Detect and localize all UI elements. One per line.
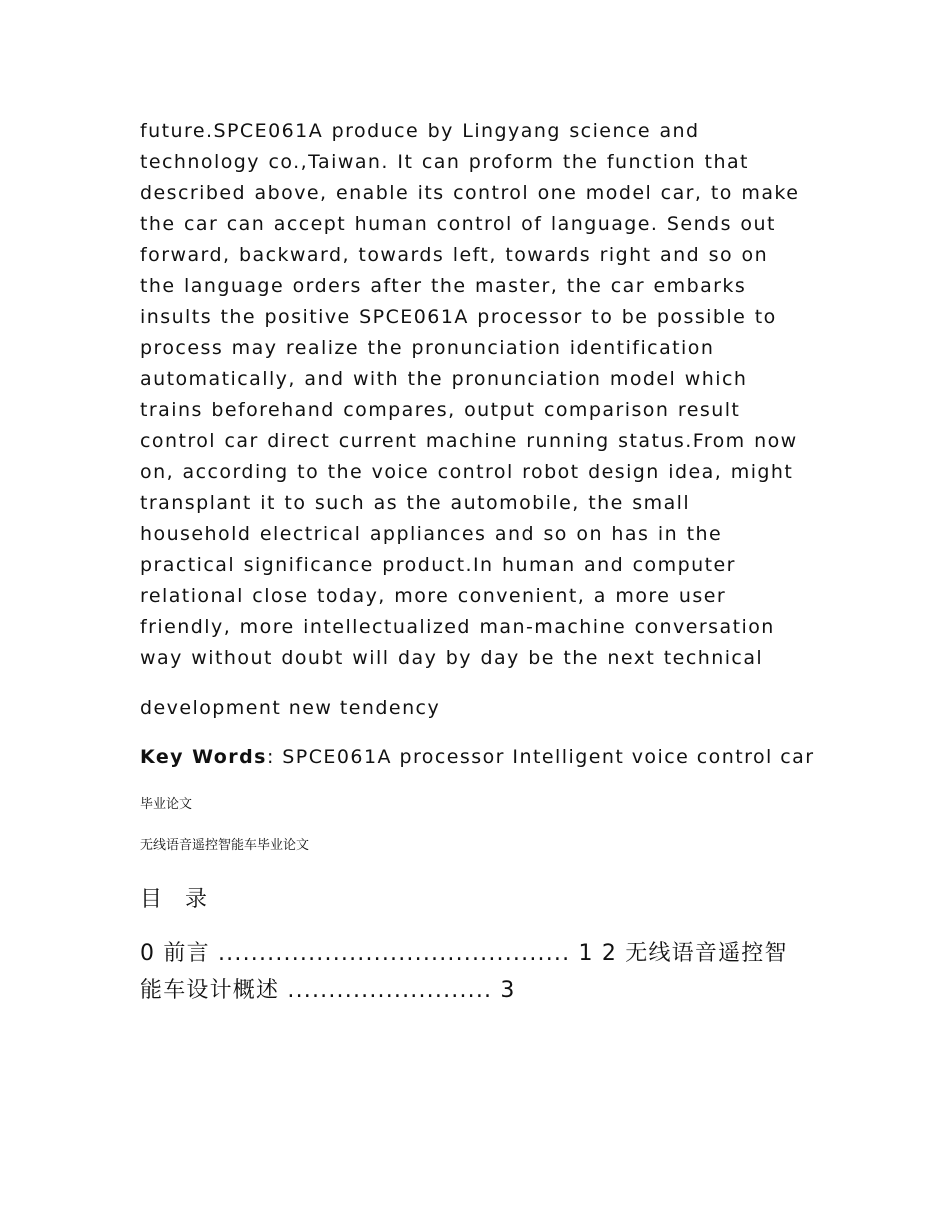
abstract-line: on, according to the voice control robot design idea, might xyxy=(140,461,794,483)
abstract-line: way without doubt will day by day be the next technical xyxy=(140,647,764,669)
thesis-note: 毕业论文 xyxy=(140,797,193,812)
abstract-line: control car direct current machine running status.From now xyxy=(140,430,798,452)
abstract-line: described above, enable its control one model car, to make xyxy=(140,182,800,204)
abstract-line: automatically, and with the pronunciation model which xyxy=(140,368,748,390)
abstract-line: process may realize the pronunciation identification xyxy=(140,337,715,359)
toc-heading: 目 录 xyxy=(140,887,215,912)
abstract-line: technology co.,Taiwan. It can proform the function that xyxy=(140,151,749,173)
abstract-line: relational close today, more convenient, a more user xyxy=(140,585,727,607)
abstract-paragraph xyxy=(140,116,820,674)
abstract-line: transplant it to such as the automobile, the small xyxy=(140,492,691,514)
keywords-separator: : xyxy=(266,746,283,768)
document-page xyxy=(140,116,820,1009)
keywords-paragraph xyxy=(140,742,820,773)
abstract-line: future.SPCE061A produce by Lingyang science and xyxy=(140,120,700,142)
keywords-label: Key Words xyxy=(140,746,267,768)
thesis-title-note: 无线语音遥控智能车毕业论文 xyxy=(140,838,310,853)
abstract-line: the language orders after the master, the car embarks xyxy=(140,275,747,297)
abstract-final-line: development new tendency xyxy=(140,697,441,719)
abstract-line: the car can accept human control of language. Sends out xyxy=(140,213,776,235)
keywords-text: SPCE061A processor Intelligent voice control car xyxy=(282,746,815,768)
toc-entries: 0 前言 ........................................... 1 2 无线语音遥控智能车设计概述 ......................... 3 xyxy=(140,941,788,1003)
abstract-line: insults the positive SPCE061A processor to be possible to xyxy=(140,306,777,328)
abstract-line: trains beforehand compares, output comparison result xyxy=(140,399,741,421)
abstract-line: household electrical appliances and so on has in the xyxy=(140,523,723,545)
abstract-line: friendly, more intellectualized man-machine conversation xyxy=(140,616,775,638)
abstract-line: practical significance product.In human and computer xyxy=(140,554,736,576)
abstract-line: forward, backward, towards left, towards right and so on xyxy=(140,244,769,266)
